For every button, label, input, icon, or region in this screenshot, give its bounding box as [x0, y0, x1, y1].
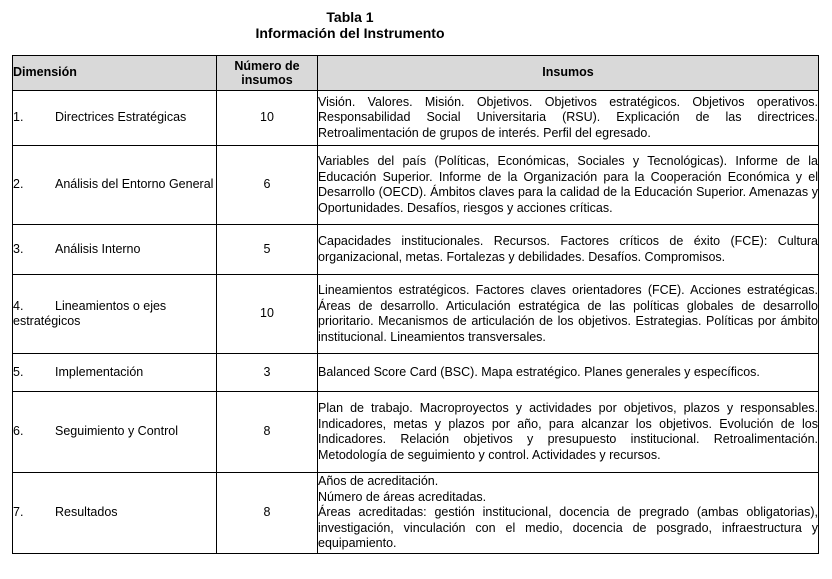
- count-cell: 8: [217, 473, 318, 554]
- table-title: Información del Instrumento: [255, 25, 445, 41]
- dimension-cell: [13, 225, 217, 275]
- dimension-label: Seguimiento y Control: [55, 424, 178, 439]
- dimension-label: Análisis Interno: [55, 241, 141, 256]
- instrument-table: [12, 55, 819, 554]
- dimension-cell: [13, 275, 217, 354]
- count-cell: 10: [217, 275, 318, 354]
- dimension-label: Análisis del Entorno General: [55, 177, 214, 192]
- insumos-cell: Capacidades institucionales. Recursos. Factores críticos de éxito (FCE): Cultura organizacional, metas. Fortalezas y debilidades. Desafíos. Compromisos.: [318, 225, 819, 275]
- table-row: [13, 354, 819, 392]
- insumos-line: Años de acreditación.: [318, 474, 439, 489]
- insumos-line: Número de áreas acreditadas.: [318, 489, 487, 504]
- count-cell: 8: [217, 392, 318, 473]
- dimension-label: Resultados: [55, 505, 118, 520]
- row-number: 2.: [13, 177, 24, 192]
- row-number: 6.: [13, 424, 24, 439]
- dimension-label: Directrices Estratégicas: [55, 110, 187, 125]
- row-number: 5.: [13, 364, 24, 379]
- header-dimension: Dimensión: [13, 56, 217, 91]
- header-insumos: Insumos: [318, 56, 819, 91]
- table-row: [13, 473, 819, 554]
- insumos-cell: [318, 473, 819, 554]
- count-cell: 6: [217, 146, 318, 225]
- header-count: [217, 56, 318, 91]
- header-row: [13, 56, 819, 91]
- header-count-line1: Número de: [234, 59, 300, 73]
- dimension-cell: [13, 354, 217, 392]
- dimension-cell: [13, 91, 217, 146]
- table-row: [13, 275, 819, 354]
- insumos-cell: Balanced Score Card (BSC). Mapa estratégico. Planes generales y específicos.: [318, 354, 819, 392]
- table-row: [13, 146, 819, 225]
- row-number: 4.: [13, 298, 24, 313]
- count-cell: 10: [217, 91, 318, 146]
- dimension-cell: [13, 146, 217, 225]
- dimension-cell: [13, 392, 217, 473]
- table-caption: [0, 9, 700, 41]
- insumos-cell: Plan de trabajo. Macroproyectos y actividades por objetivos, plazos y responsables. Indicadores, metas y plazos por año, para alcanzar los objetivos. Evolución de los Indicadores. Relación objetivos y presupuesto institucional. Retroalimentación. Metodología de seguimiento y control. Actividades y recursos.: [318, 392, 819, 473]
- row-number: 3.: [13, 241, 24, 256]
- dimension-label: Implementación: [55, 364, 144, 379]
- table-row: [13, 225, 819, 275]
- table-row: [13, 91, 819, 146]
- dimension-cell: [13, 473, 217, 554]
- count-cell: 5: [217, 225, 318, 275]
- table-number: Tabla 1: [326, 9, 374, 25]
- table-row: [13, 392, 819, 473]
- insumos-cell: Lineamientos estratégicos. Factores claves orientadores (FCE). Acciones estratégicas. Áreas de desarrollo. Articulación estratégica de las políticas globales de desarrollo prioritario. Mecanismos de articulación de los objetivos. Estrategias. Políticas por ámbito institucional. Lineamientos transversales.: [318, 275, 819, 354]
- count-cell: 3: [217, 354, 318, 392]
- row-number: 1.: [13, 110, 24, 125]
- insumos-cell: Variables del país (Políticas, Económicas, Sociales y Tecnológicas). Informe de la Educación Superior. Informe de la Organización para la Cooperación Económica y el Desarrollo (OECD). Ámbitos claves para la calidad de la Educación Superior. Amenazas y Oportunidades. Desafíos, riesgos y acciones críticas.: [318, 146, 819, 225]
- dimension-label: Lineamientos o ejes estratégicos: [13, 298, 167, 328]
- insumos-text: Áreas acreditadas: gestión institucional, docencia de pregrado (ambas obligatorias), investigación, vinculación con el medio, docencia de posgrado, infraestructura y equipamiento.: [318, 505, 818, 551]
- header-count-line2: insumos: [241, 73, 293, 87]
- insumos-cell: Visión. Valores. Misión. Objetivos. Objetivos estratégicos. Objetivos operativos. Responsabilidad Social Universitaria (RSU). Explicación de las directrices. Retroalimentación de grupos de interés. Perfil del egresado.: [318, 91, 819, 146]
- row-number: 7.: [13, 505, 24, 520]
